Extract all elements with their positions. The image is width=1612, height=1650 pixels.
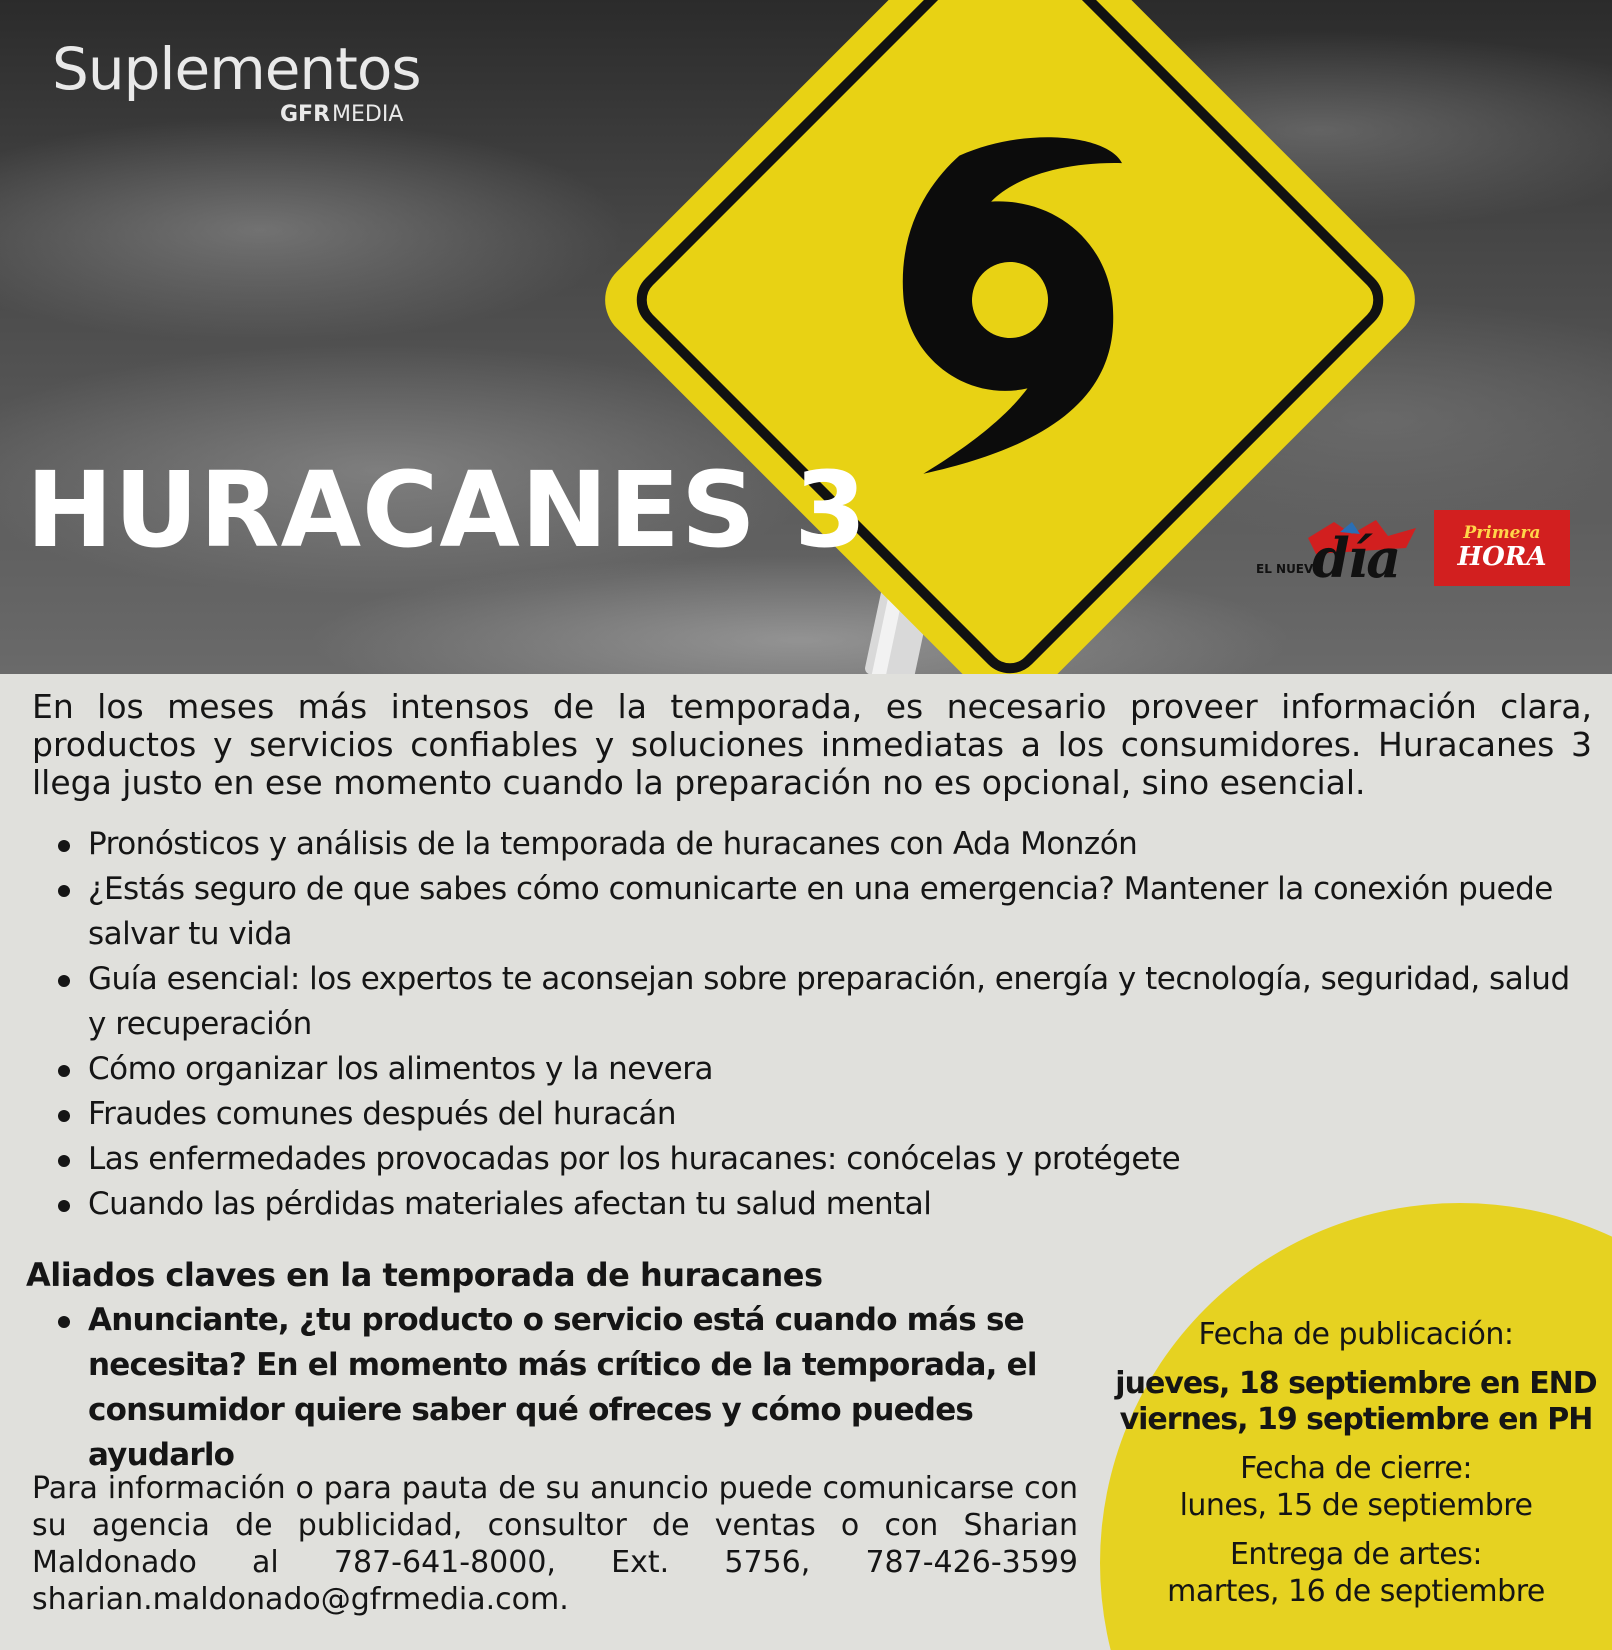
media-text: MEDIA xyxy=(332,102,404,127)
suplementos-wordmark: Suplementos xyxy=(52,35,421,103)
list-item: Cuando las pérdidas materiales afectan tu salud mental xyxy=(58,1182,1578,1227)
contact-paragraph: Para información o para pauta de su anuncio puede comunicarse con su agencia de publicidad, consultor de ventas o con Sharian Maldonado al 787-641-8000, Ext. 5756, 787-426-3599 sharian.maldonado@gfrmedia.com. xyxy=(32,1471,1078,1617)
list-item: Anunciante, ¿tu producto o servicio está cuando más se necesita? En el momento más crítico de la temporada, el consumidor quiere saber qué ofreces y cómo puedes ayudarlo xyxy=(58,1298,1128,1478)
primera-hora-logo xyxy=(1434,510,1570,586)
list-item: Fraudes comunes después del huracán xyxy=(58,1092,1578,1137)
list-item: Cómo organizar los alimentos y la nevera xyxy=(58,1047,1578,1092)
publication-date-ph: viernes, 19 septiembre en PH xyxy=(1119,1402,1593,1437)
list-item: ¿Estás seguro de que sabes cómo comunicarte en una emergencia? Mantener la conexión puede salvar tu vida xyxy=(58,867,1578,957)
primera-text: Primera xyxy=(1463,523,1541,543)
closing-label: Fecha de cierre: xyxy=(1240,1451,1472,1486)
hero-banner xyxy=(0,0,1612,674)
list-item: Guía esencial: los expertos te aconsejan sobre preparación, energía y tecnología, seguridad, salud y recuperación xyxy=(58,957,1578,1047)
hora-text: HORA xyxy=(1457,542,1547,572)
publication-label: Fecha de publicación: xyxy=(1198,1317,1514,1352)
page-title: HURACANES 3 xyxy=(26,449,868,571)
dia-text: día xyxy=(1312,526,1400,590)
el-nuevo-dia-logo xyxy=(1256,518,1418,592)
gfr-text: GFR xyxy=(280,102,331,127)
allies-list xyxy=(58,1298,1128,1478)
list-item: Las enfermedades provocadas por los huracanes: conócelas y protégete xyxy=(58,1137,1578,1182)
intro-paragraph: En los meses más intensos de la temporada, es necesario proveer información clara, productos y servicios confiables y soluciones inmediatas a los consumidores. Huracanes 3 llega justo en ese momento cuando la preparación no es opcional, sino esencial. xyxy=(32,687,1592,802)
closing-date: lunes, 15 de septiembre xyxy=(1179,1488,1533,1523)
list-item: Pronósticos y análisis de la temporada de huracanes con Ada Monzón xyxy=(58,822,1578,867)
artwork-label: Entrega de artes: xyxy=(1229,1537,1483,1572)
el-nuevo-text: EL NUEVO xyxy=(1256,562,1324,576)
publication-date-end: jueves, 18 septiembre en END xyxy=(1115,1366,1597,1401)
topics-list xyxy=(58,822,1578,1227)
gfr-media-wordmark xyxy=(280,102,403,128)
dates-panel xyxy=(1112,1316,1600,1610)
artwork-date: martes, 16 de septiembre xyxy=(1167,1574,1545,1609)
allies-heading: Aliados claves en la temporada de huracanes xyxy=(26,1256,823,1294)
suplementos-logo xyxy=(52,35,421,127)
